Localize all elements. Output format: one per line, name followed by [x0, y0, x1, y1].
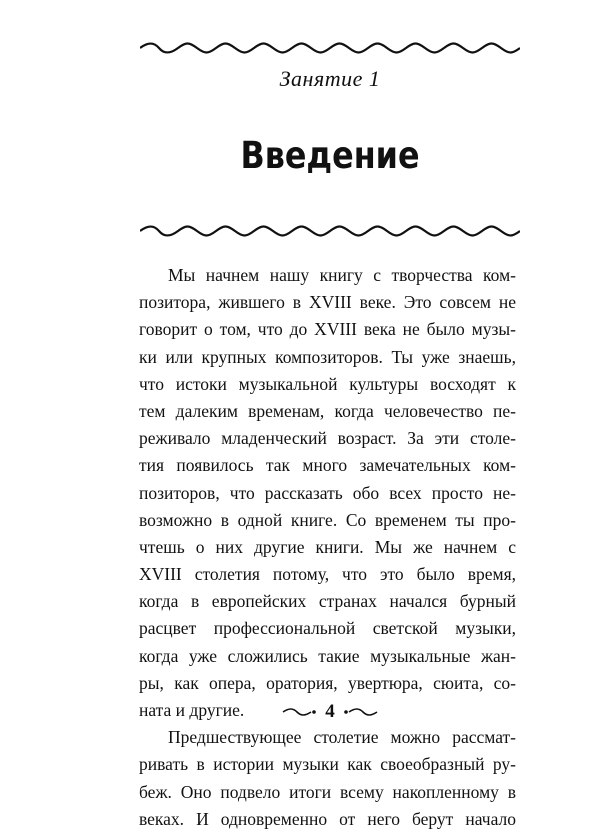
bottom-ornament-rule: [140, 223, 520, 239]
text-line: ки или крупных композиторов. Ты уже знаешь,: [139, 346, 516, 367]
text-line: беж. Оно подвело итоги всему накопленному в: [139, 781, 516, 802]
text-line: чтешь о них другие книги. Мы же начнем с: [139, 536, 516, 557]
text-line: говорит о том, что до XVIII века не было музы-: [139, 319, 516, 340]
text-line: веках. И одновременно от него берут начало: [139, 808, 516, 829]
page-number: 4: [325, 701, 335, 722]
text-line: Предшествующее столетие можно рассмат-: [168, 727, 516, 748]
text-line: расцвет профессиональной светской музыки,: [139, 618, 516, 639]
text-line: что истоки музыкальной культуры восходят к: [139, 373, 516, 394]
text-line: тем далеким временам, когда человечество пе-: [139, 400, 516, 421]
chapter-title: Введение: [240, 134, 420, 177]
text-line: XVIII столетия потому, что это было время,: [139, 564, 516, 585]
text-line: ната и другие.: [139, 700, 245, 720]
top-ornament-rule: [140, 40, 520, 56]
text-line: позиторов, что рассказать обо всех просто не-: [139, 482, 516, 503]
body-text: [139, 262, 516, 833]
text-line: тия появилось так много замечательных ком-: [139, 455, 516, 476]
text-line: возможно в одной книге. Со временем ты про-: [139, 509, 516, 530]
right-flourish-icon: [343, 705, 379, 719]
page-footer: [270, 700, 390, 724]
text-line: Мы начнем нашу книгу с творчества ком-: [168, 265, 516, 285]
text-line: когда уже сложились такие музыкальные жан-: [139, 645, 516, 666]
text-line: ривать в истории музыки как своеобразный ру-: [139, 754, 516, 775]
text-line: ры, как опера, оратория, увертюра, сюита, со-: [139, 672, 516, 693]
text-line: реживало младенческий возраст. За эти столе-: [139, 428, 516, 449]
text-line: когда в европейских странах начался бурный: [139, 591, 516, 612]
lesson-label: Занятие 1: [279, 66, 381, 91]
text-line: позитора, жившего в XVIII веке. Это совсем не: [139, 292, 516, 313]
left-flourish-icon: [281, 705, 317, 719]
